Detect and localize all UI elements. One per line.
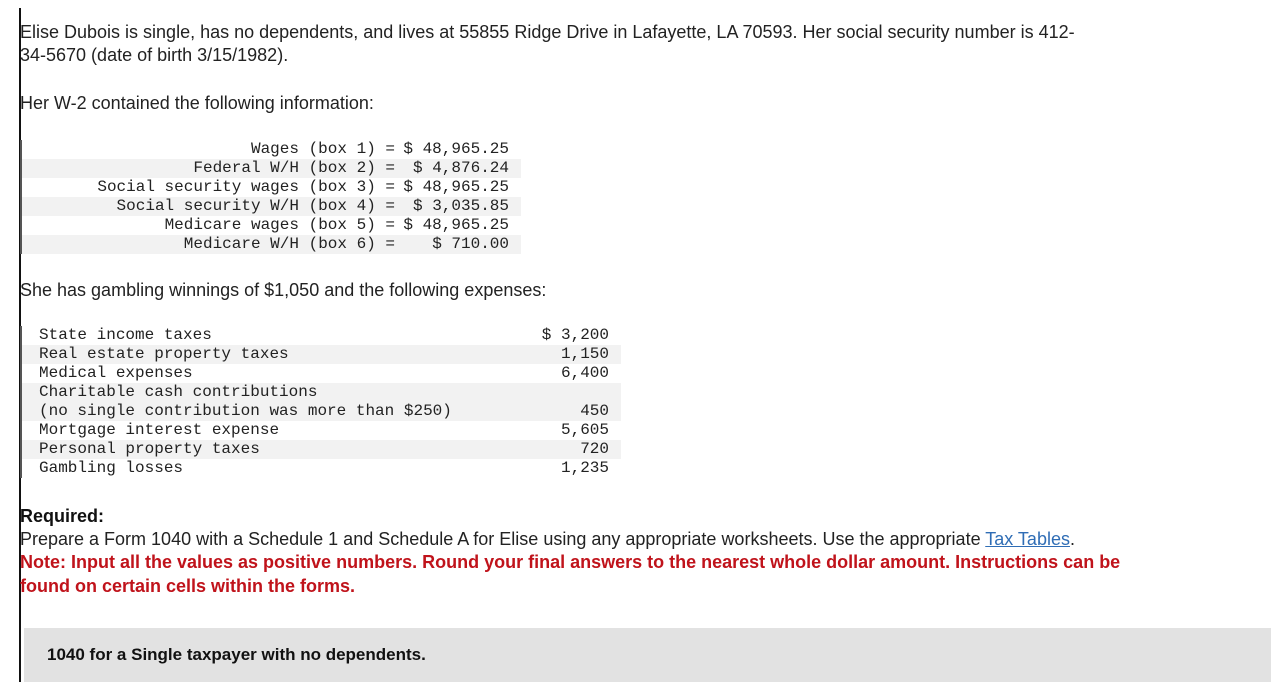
intro-line-1: Elise Dubois is single, has no dependents, and lives at 55855 Ridge Drive in Lafayette, LA 70593. Her social security number is 412- — [20, 22, 1075, 42]
w2-label: Medicare W/H (box 6) = — [183, 235, 395, 253]
w2-value: $ 3,035.85 — [412, 197, 509, 215]
required-text: Prepare a Form 1040 with a Schedule 1 and Schedule A for Elise using any appropriate worksheets. Use the appropriate — [20, 529, 986, 549]
w2-row — [22, 235, 521, 254]
expense-value: 1,150 — [560, 345, 609, 363]
expense-label: Gambling losses — [39, 459, 184, 477]
w2-label: Social security W/H (box 4) = — [116, 197, 395, 215]
expense-label: Real estate property taxes — [39, 345, 289, 363]
expense-label: State income taxes — [39, 326, 212, 344]
expense-row — [22, 459, 621, 478]
expense-row — [22, 402, 621, 421]
expenses-table — [20, 326, 621, 478]
expense-row — [22, 345, 621, 364]
expense-value: 5,605 — [560, 421, 609, 439]
expense-label: Medical expenses — [39, 364, 193, 382]
w2-row — [22, 159, 521, 178]
w2-value: $ 48,965.25 — [403, 216, 509, 234]
expense-label: (no single contribution was more than $250) — [39, 402, 452, 420]
expense-value: 450 — [580, 402, 609, 420]
required-text-end: . — [1069, 529, 1075, 549]
expense-row — [22, 421, 621, 440]
w2-row — [22, 140, 521, 159]
w2-value: $ 48,965.25 — [403, 140, 509, 158]
expense-label: Mortgage interest expense — [39, 421, 280, 439]
expense-label: Charitable cash contributions — [39, 383, 318, 401]
w2-intro: Her W-2 contained the following information: — [20, 93, 374, 113]
expense-row — [22, 326, 621, 345]
expense-row — [22, 440, 621, 459]
w2-label: Wages (box 1) = — [250, 140, 395, 158]
required-title: Required: — [20, 506, 105, 526]
w2-row — [22, 178, 521, 197]
expense-value: 720 — [580, 440, 609, 458]
note-line-2: found on certain cells within the forms. — [20, 576, 356, 596]
w2-value: $ 710.00 — [432, 235, 509, 253]
w2-label: Federal W/H (box 2) = — [193, 159, 395, 177]
expense-value: 6,400 — [560, 364, 609, 382]
w2-value: $ 4,876.24 — [412, 159, 509, 177]
panel-title: 1040 for a Single taxpayer with no dependents. — [47, 645, 426, 664]
expense-value: 1,235 — [560, 459, 609, 477]
form-1040-panel — [24, 628, 1271, 682]
expense-row — [22, 383, 621, 402]
w2-label: Social security wages (box 3) = — [97, 178, 395, 196]
expense-value: $ 3,200 — [541, 326, 609, 344]
tax-tables-link[interactable]: Tax Tables — [985, 529, 1070, 549]
w2-row — [22, 216, 521, 235]
intro-line-2: 34-5670 (date of birth 3/15/1982). — [20, 45, 289, 65]
w2-value: $ 48,965.25 — [403, 178, 509, 196]
required-instructions — [20, 528, 1075, 550]
expense-label: Personal property taxes — [39, 440, 260, 458]
gambling-intro: She has gambling winnings of $1,050 and the following expenses: — [20, 280, 547, 300]
w2-table — [20, 140, 521, 254]
expense-row — [22, 364, 621, 383]
note-line-1: Note: Input all the values as positive numbers. Round your final answers to the nearest whole dollar amount. Instructions can be — [20, 552, 1121, 572]
w2-label: Medicare wages (box 5) = — [164, 216, 395, 234]
w2-row — [22, 197, 521, 216]
